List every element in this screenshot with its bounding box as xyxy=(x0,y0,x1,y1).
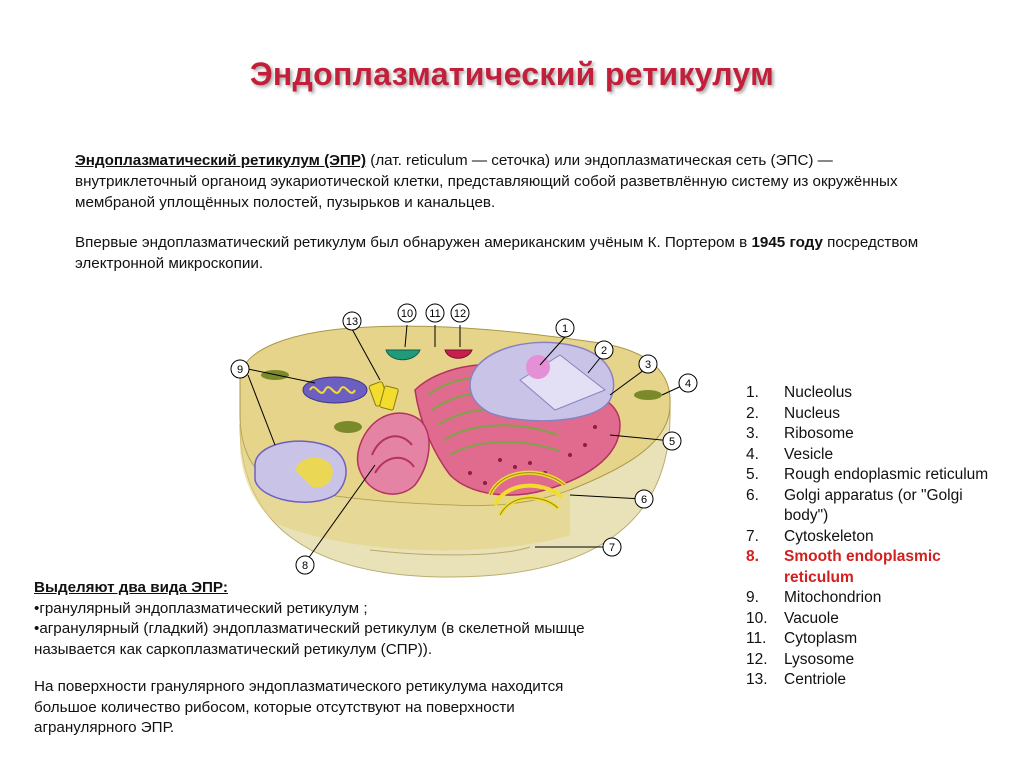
legend-num: 9. xyxy=(746,589,759,606)
label-9: 9 xyxy=(236,364,244,376)
er-term: Эндоплазматический ретикулум (ЭПР) xyxy=(75,152,367,169)
label-12: 12 xyxy=(453,308,467,320)
definition-text: (лат. reticulum — сеточка) или эндоплазматическая сеть (ЭПС) — внутриклеточный органоид эукариотической клетки, представляющий собой разветвлённую систему из окружённых мембраной уплощённых полостей, пузырьков и канальцев. xyxy=(75,152,898,211)
legend-num: 11. xyxy=(746,630,767,647)
legend-text: Vacuole xyxy=(784,609,839,627)
types-item-agranular: •агранулярный (гладкий) эндоплазматический ретикулум (в скелетной мышце называется как саркоплазматический ретикулум (СПР)). xyxy=(34,620,585,658)
legend-item xyxy=(746,465,996,486)
label-2: 2 xyxy=(600,345,608,357)
legend-item-highlighted xyxy=(746,547,996,588)
legend-num: 4. xyxy=(746,445,759,463)
legend-num: 3. xyxy=(746,425,759,442)
legend-text: Nucleolus xyxy=(784,384,853,401)
legend-item xyxy=(746,670,996,691)
legend-text: Centriole xyxy=(784,671,847,688)
vesicle-2 xyxy=(334,421,362,433)
definition-paragraph xyxy=(75,150,945,213)
label-3: 3 xyxy=(644,359,652,371)
legend-text: Smooth endoplasmic reticulum xyxy=(784,548,941,586)
label-10: 10 xyxy=(400,308,414,320)
legend-text: Mitochondrion xyxy=(784,589,882,606)
history-year: 1945 году xyxy=(751,234,823,251)
label-4: 4 xyxy=(684,378,692,390)
cell-diagram xyxy=(200,295,720,585)
history-paragraph xyxy=(75,232,945,274)
legend-text: Nucleus xyxy=(784,404,840,422)
legend-num: 13. xyxy=(746,671,768,688)
label-11: 11 xyxy=(429,308,441,320)
legend-item xyxy=(746,424,996,445)
legend-text: Cytoskeleton xyxy=(784,527,874,545)
label-8: 8 xyxy=(301,560,309,572)
vesicle xyxy=(634,390,662,400)
legend-num: 2. xyxy=(746,404,759,422)
legend-item xyxy=(746,445,996,466)
legend-item xyxy=(746,629,996,650)
legend-num: 5. xyxy=(746,466,759,483)
types-item-granular: •гранулярный эндоплазматический ретикулум ; xyxy=(34,599,368,617)
types-heading: Выделяют два вида ЭПР: xyxy=(34,579,228,596)
legend-text: Lysosome xyxy=(784,650,855,668)
legend-item xyxy=(746,486,996,527)
types-note: На поверхности гранулярного эндоплазматического ретикулума находится большое количество рибосом, которые отсутствуют на поверхности агранулярного ЭПР. xyxy=(34,678,564,736)
history-text: Впервые эндоплазматический ретикулум был обнаружен американским учёным К. Портером в xyxy=(75,234,752,251)
legend-item xyxy=(746,650,996,671)
legend-text: Rough endoplasmic reticulum xyxy=(784,466,989,483)
legend-item xyxy=(746,588,996,609)
legend-num: 8. xyxy=(746,548,759,565)
page-title: Эндоплазматический ретикулум xyxy=(249,56,775,92)
legend-num: 6. xyxy=(746,486,759,504)
nucleolus xyxy=(526,355,550,379)
legend-item xyxy=(746,609,996,630)
intro-text xyxy=(75,150,945,293)
label-1: 1 xyxy=(561,323,569,335)
legend-text: Cytoplasm xyxy=(784,630,858,647)
legend-text: Golgi apparatus (or "Golgi body") xyxy=(784,486,963,524)
legend-num: 7. xyxy=(746,527,759,545)
label-6: 6 xyxy=(640,494,648,506)
history-text-end: посредством электронной микроскопии. xyxy=(75,234,919,272)
legend-num: 10. xyxy=(746,609,768,627)
legend-text: Ribosome xyxy=(784,425,854,442)
label-5: 5 xyxy=(668,436,676,448)
spacer xyxy=(34,660,614,677)
legend-num: 12. xyxy=(746,650,768,668)
legend-item xyxy=(746,404,996,425)
legend-text: Vesicle xyxy=(784,445,834,463)
legend-num: 1. xyxy=(746,384,759,401)
label-13: 13 xyxy=(345,316,359,328)
organelle-legend xyxy=(746,383,996,691)
legend-item xyxy=(746,383,996,404)
mitochondrion xyxy=(303,377,367,403)
legend-item xyxy=(746,527,996,548)
er-types-section xyxy=(34,578,614,739)
label-7: 7 xyxy=(608,542,616,554)
